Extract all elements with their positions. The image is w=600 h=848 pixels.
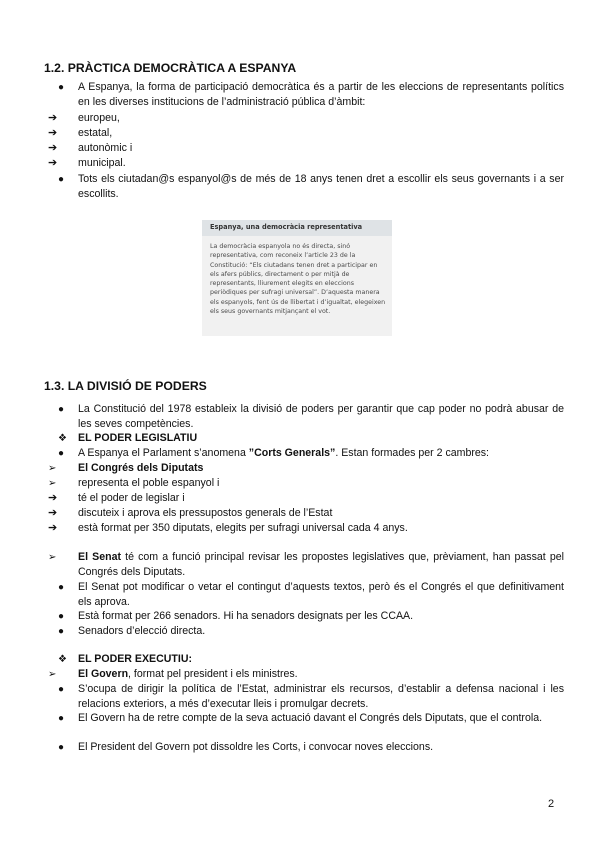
list-item <box>58 609 564 624</box>
list-item <box>48 111 564 126</box>
bullet-icon: ● <box>58 404 65 415</box>
subheading-legislatiu <box>58 431 564 446</box>
arrow-icon: ➔ <box>48 492 58 504</box>
list-item <box>48 506 564 521</box>
list-item <box>58 172 564 203</box>
list-item-text: A Espanya el Parlament s’anomena <box>78 447 249 459</box>
bullet-icon: ● <box>58 448 65 459</box>
list-item <box>48 491 564 506</box>
list-item <box>58 402 564 433</box>
arrow-icon: ➔ <box>48 142 58 154</box>
diamond-icon: ❖ <box>58 654 67 665</box>
list-item-text: Està format per 266 senadors. Hi ha senadors designats per les CCAA. <box>78 610 414 622</box>
quote-figure-title: Espanya, una democràcia representativa <box>210 223 363 231</box>
subheading-congres <box>48 461 564 476</box>
list-item-text: europeu, <box>78 112 120 124</box>
arrow-icon: ➔ <box>48 507 58 519</box>
list-item-text: La Constitució del 1978 estableix la divisió de poders per garantir que cap poder no podrà abusar de les seves competències. <box>78 403 564 431</box>
triangle-arrow-icon: ➢ <box>48 478 57 489</box>
list-item-bold: El Senat <box>78 551 121 563</box>
list-item <box>58 682 564 713</box>
list-item-text: Senadors d’elecció directa. <box>78 625 206 637</box>
list-item-text: representa el poble espanyol i <box>78 477 220 489</box>
bullet-icon: ● <box>58 611 65 622</box>
bullet-icon: ● <box>58 174 65 185</box>
list-item <box>58 624 564 639</box>
list-item <box>58 740 564 755</box>
list-item <box>48 667 564 682</box>
triangle-arrow-icon: ➢ <box>48 669 57 680</box>
list-item-text: discuteix i aprova els pressupostos generals de l’Estat <box>78 507 333 519</box>
list-item <box>58 711 564 726</box>
section-heading-practica: 1.2. PRÀCTICA DEMOCRÀTICA A ESPANYA <box>44 61 297 75</box>
list-item-text: El President del Govern pot dissoldre les Corts, i convocar noves eleccions. <box>78 741 434 753</box>
list-item-text: Tots els ciutadan@s espanyol@s de més de 18 anys tenen dret a escollir els seus governants i a ser escollits. <box>78 173 564 201</box>
list-item-text: estatal, <box>78 127 113 139</box>
section-heading-divisio: 1.3. LA DIVISIÓ DE PODERS <box>44 379 207 393</box>
list-item <box>58 580 564 611</box>
list-item-text: té com a funció principal revisar les propostes legislatives que, prèviament, han passat pel Congrés dels Diputats. <box>78 551 564 579</box>
arrow-icon: ➔ <box>48 127 58 139</box>
list-item-text: El Govern ha de retre compte de la seva actuació davant el Congrés dels Diputats, que el controla. <box>78 712 543 724</box>
quote-figure-text: La democràcia espanyola no és directa, sinó representativa, com reconeix l’article 23 de la Constitució: “Els ciutadans tenen dret a participar en els afers públics, directament o per mitjà de representants, lliurement elegits en eleccions periòdiques per sufragi universal”. D’aquesta manera els espanyols, fent ús de llibertat i d’igualtat, elegeixen els seus governants mitjançant el vot. <box>210 243 386 316</box>
diamond-icon: ❖ <box>58 433 67 444</box>
arrow-icon: ➔ <box>48 157 58 169</box>
subheading-text: El Congrés dels Diputats <box>78 462 204 474</box>
arrow-icon: ➔ <box>48 112 58 124</box>
list-item-text: està format per 350 diputats, elegits per sufragi universal cada 4 anys. <box>78 522 408 534</box>
arrow-icon: ➔ <box>48 522 58 534</box>
triangle-arrow-icon: ➢ <box>48 463 57 474</box>
list-item <box>48 141 564 156</box>
list-item <box>48 550 564 581</box>
list-item-text: El Senat pot modificar o vetar el contingut d’aquests textos, però és el Congrés el que definitivament els aprova. <box>78 581 564 609</box>
list-item <box>58 80 564 111</box>
bullet-icon: ● <box>58 713 65 724</box>
page-number: 2 <box>548 798 555 810</box>
list-item-text: A Espanya, la forma de participació democràtica és a partir de les eleccions de representants polítics en les diverses institucions de l’administració pública d’àmbit: <box>78 81 564 109</box>
subheading-text: EL PODER EXECUTIU: <box>78 653 192 665</box>
bullet-icon: ● <box>58 582 65 593</box>
list-item <box>48 476 564 491</box>
quote-figure <box>202 220 392 336</box>
list-item-text: municipal. <box>78 157 126 169</box>
subheading-executiu <box>58 652 564 667</box>
list-item-bold: El Govern <box>78 668 129 680</box>
list-item-text: . Estan formades per 2 cambres: <box>335 447 490 459</box>
list-item-text: , format pel president i els ministres. <box>128 668 298 680</box>
list-item-text: S’ocupa de dirigir la política de l’Estat, administrar els recursos, d’establir a defensa nacional i les relacions exteriors, a més d’executar lleis i promulgar decrets. <box>78 683 564 711</box>
bullet-icon: ● <box>58 626 65 637</box>
bullet-icon: ● <box>58 684 65 695</box>
list-item <box>58 446 564 461</box>
list-item <box>48 126 564 141</box>
list-item <box>48 521 564 536</box>
bullet-icon: ● <box>58 742 65 753</box>
list-item <box>48 156 564 171</box>
triangle-arrow-icon: ➢ <box>48 552 57 563</box>
subheading-text: EL PODER LEGISLATIU <box>78 432 198 444</box>
bullet-icon: ● <box>58 82 65 93</box>
list-item-text: té el poder de legislar i <box>78 492 185 504</box>
list-item-text: autonòmic i <box>78 142 133 154</box>
quote-figure-header <box>202 220 392 236</box>
list-item-bold: ”Corts Generals” <box>248 447 336 459</box>
